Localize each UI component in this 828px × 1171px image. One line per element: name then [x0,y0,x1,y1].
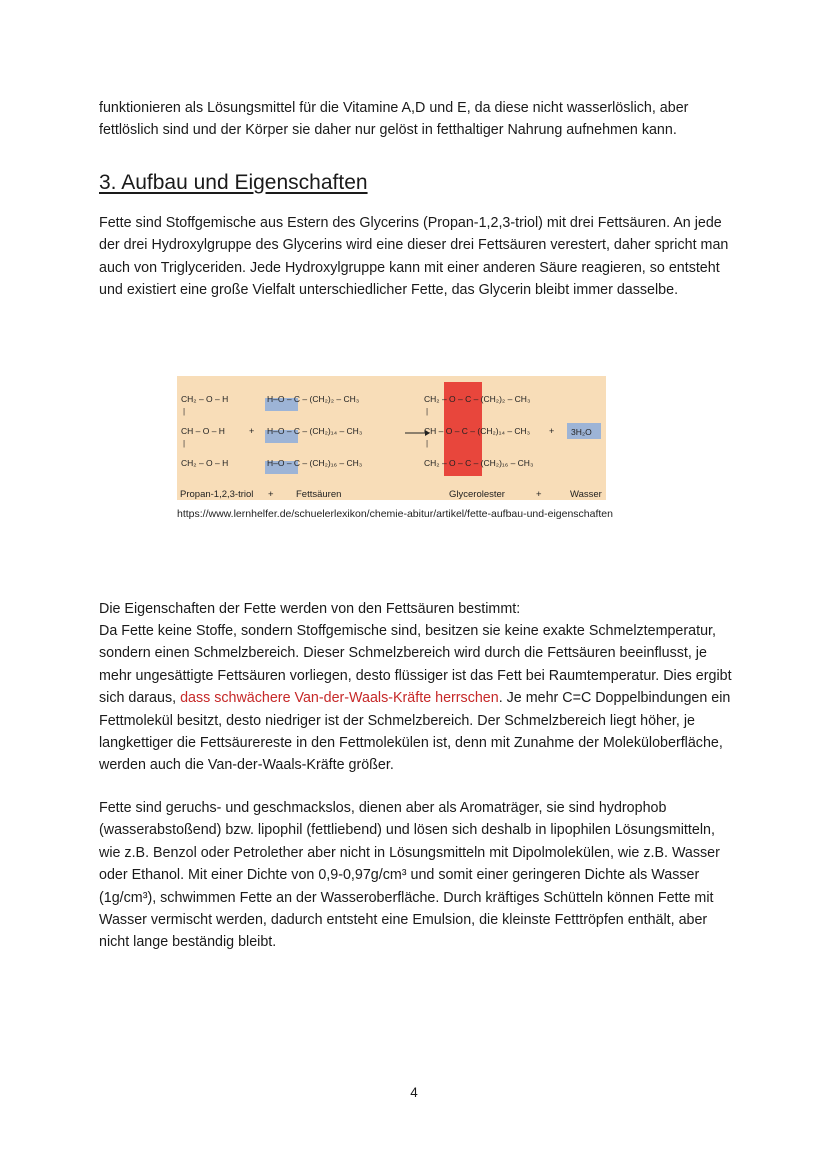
acid-row-1: H–O – C – (CH₂)₂ – CH₃ [267,394,360,404]
p1-text-before: Da Fette keine Stoffe, sondern Stoffgemische sind, besitzen sie keine exakte Schmelztemperatur, sondern einen Schmelzbereich. Dieser Schmelzbereich wird durch die Fettsäuren beeinflusst, je mehr ungesättigte Fettsäuren vorliegen, desto flüssiger ist das Fett bei Raumtemperatur. Dies ergibt sich daraus, [99,623,732,707]
label-propantriol: Propan-1,2,3-triol [180,489,254,500]
p1-highlight-red: dass schwächere Van-der-Waals-Kräfte herrschen [180,690,499,707]
label-wasser: Wasser [570,489,602,500]
reaction-diagram [177,376,606,500]
aufbau-paragraph: Fette sind Stoffgemische aus Estern des Glycerins (Propan-1,2,3-triol) mit drei Fettsäuren. An jede der drei Hydroxylgruppe des Glycerins wird eine dieser drei Fettsäuren verestert, daher spricht man auch von Triglyceriden. Jede Hydroxylgruppe kann mit einer anderen Säure reagieren, so entsteht und existiert eine große Vielfalt unterschiedlicher Fette, das Glycerin bleibt immer dasselbe. [99,215,729,299]
bond-mark: | [426,407,429,416]
source-citation: https://www.lernhelfer.de/schuelerlexikon/chemie-abitur/artikel/fette-aufbau-und-eigenschaften [177,508,613,520]
bond-mark: | [183,439,186,448]
p1-text-after: . Je mehr C=C Doppelbindungen ein Fettmolekül besitzt, desto niedriger ist der Schmelzbereich. Der Schmelzbereich liegt höher, je langkettiger die Fettsäurereste in den Fettmolekülen ist, denn mit Zunahme der Moleküloberfläche, werden auch die Van-der-Waals-Kräfte größer. [99,690,731,774]
glycerin-row-2: CH – O – H [181,426,225,436]
acid-row-3: H–O – C – (CH₂)₁₆ – CH₃ [267,458,363,468]
intro-paragraph: funktionieren als Lösungsmittel für die Vitamine A,D und E, da diese nicht wasserlöslich, aber fettlöslich sind und der Körper sie daher nur gelöst in fetthaltiger Nahrung aufnehmen kann. [99,100,689,139]
glycerin-row-1: CH₂ – O – H [181,394,229,404]
label-plus-1: + [268,489,274,500]
bond-mark: | [183,407,186,416]
label-fettsaeuren: Fettsäuren [296,489,342,500]
label-plus-2: + [536,489,542,500]
glycerin-row-3: CH₂ – O – H [181,458,229,468]
plus-sign-2: + [549,426,555,436]
eigenschaften-intro: Die Eigenschaften der Fette werden von den Fettsäuren bestimmt: [99,601,521,617]
eigenschaften-paragraph-2: Fette sind geruchs- und geschmackslos, dienen aber als Aromaträger, sie sind hydrophob (wasserabstoßend) bzw. lipophil (fettliebend) und lösen sich deshalb in lipophilen Lösungsmitteln, wie z.B. Benzol oder Petrolether aber nicht in Lösungsmitteln mit Dipolmolekülen, wie z.B. Wasser oder Ethanol. Mit einer Dichte von 0,9-0,97g/cm³ und somit einer geringeren Dichte als Wasser (1g/cm³), schwimmen Fette an der Wasseroberfläche. Durch kräftiges Schütteln können Fette mit Wasser vermischt werden, dadurch entsteht eine Emulsion, die kleinste Fetttröpfen enthält, aber nicht lange beständig bleibt. [99,800,720,951]
page-number: 4 [410,1085,418,1100]
ester-row-1: CH₂ – O – C – (CH₂)₂ – CH₃ [424,394,531,404]
ester-row-2: CH – O – C – (CH₂)₁₄ – CH₃ [424,426,531,436]
eigenschaften-paragraph-1 [99,620,739,777]
ester-row-3: CH₂ – O – C – (CH₂)₁₆ – CH₃ [424,458,534,468]
acid-row-2: H–O – C – (CH₂)₁₄ – CH₃ [267,426,363,436]
reaction-figure [177,376,606,500]
plus-sign: + [249,426,255,436]
water-formula: 3H₂O [571,427,592,437]
section-heading: 3. Aufbau und Eigenschaften [99,171,368,194]
label-glycerolester: Glycerolester [449,489,505,500]
bond-mark: | [426,439,429,448]
